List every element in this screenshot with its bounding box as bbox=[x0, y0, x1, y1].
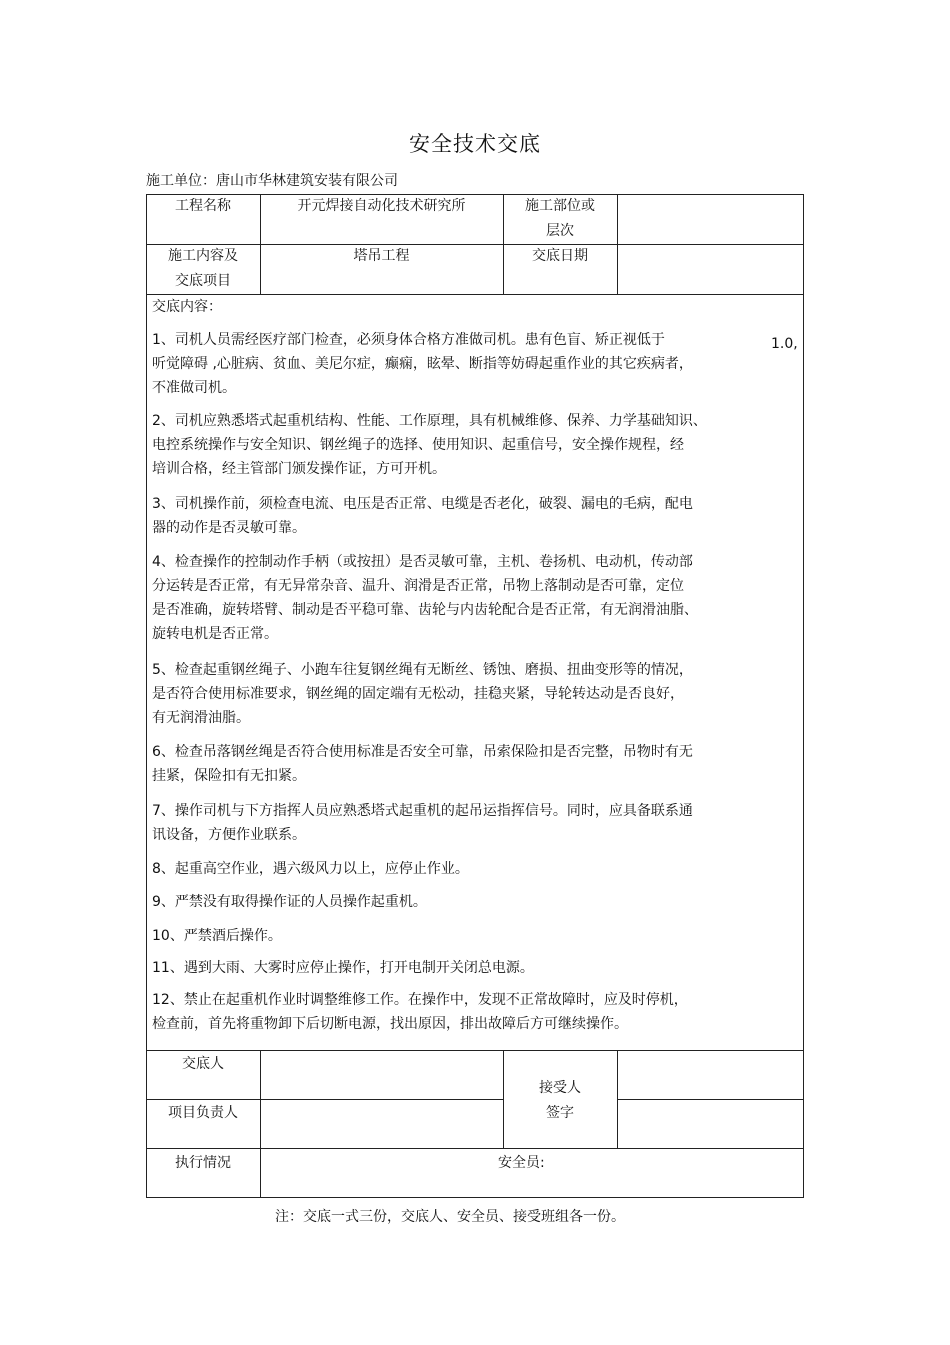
content-item bbox=[152, 799, 737, 847]
col-divider-3-bottom bbox=[617, 1050, 618, 1148]
content-line: 器的动作是否灵敏可靠。 bbox=[152, 520, 306, 536]
project-name-value: 开元焊接自动化技术研究所 bbox=[297, 198, 466, 214]
page-title: 安全技术交底 bbox=[409, 132, 541, 156]
content-line: 分运转是否正常，有无异常杂音、温升、润滑是否正常，吊物上落制动是否可靠，定位 bbox=[152, 578, 684, 594]
row-divider-5 bbox=[146, 1148, 804, 1149]
content-line: 培训合格，经主管部门颁发操作证，方可开机。 bbox=[152, 461, 446, 477]
col-divider-3-top bbox=[617, 194, 618, 294]
content-item bbox=[152, 924, 737, 948]
content-line: 1、司机人员需经医疗部门检查，必须身体合格方准做司机。患有色盲、矫正视低于 bbox=[152, 332, 665, 348]
receiver-label-line-2: 签字 bbox=[546, 1105, 574, 1121]
content-line: 11、遇到大雨、大雾时应停止操作，打开电制开关闭总电源。 bbox=[152, 960, 534, 976]
construction-unit-line: 施工单位：唐山市华林建筑安装有限公司 bbox=[146, 173, 398, 189]
row-divider-4b bbox=[617, 1099, 804, 1100]
row-divider-2 bbox=[146, 294, 804, 295]
row-divider-4a bbox=[146, 1099, 503, 1100]
content-line: 不准做司机。 bbox=[152, 380, 236, 396]
footnote: 注：交底一式三份，交底人、安全员、接受班组各一份。 bbox=[275, 1209, 625, 1225]
content-line: 6、检查吊落钢丝绳是否符合使用标准是否安全可靠，吊索保险扣是否完整，吊物时有无 bbox=[152, 744, 693, 760]
content-line: 2、司机应熟悉塔式起重机结构、性能、工作原理，具有机械维修、保养、力学基础知识、 bbox=[152, 413, 707, 429]
content-line: 电控系统操作与安全知识、钢丝绳子的选择、使用知识、起重信号，安全操作规程，经 bbox=[152, 437, 684, 453]
content-item bbox=[152, 658, 737, 730]
content-item bbox=[152, 550, 737, 646]
content-items-label-line-1: 施工内容及 bbox=[168, 248, 238, 264]
content-line: 听觉障碍 ,心脏病、贫血、美尼尔症，癫痫，眩晕、断指等妨碍起重作业的其它疾病者， bbox=[152, 356, 693, 372]
content-line: 有无润滑油脂。 bbox=[152, 710, 250, 726]
content-line: 挂紧，保险扣有无扣紧。 bbox=[152, 768, 306, 784]
content-item bbox=[152, 890, 737, 914]
disclosure-date-label: 交底日期 bbox=[532, 248, 588, 264]
discloser-label: 交底人 bbox=[182, 1056, 224, 1072]
content-line: 8、起重高空作业，遇六级风力以上，应停止作业。 bbox=[152, 861, 469, 877]
content-items-label bbox=[146, 244, 260, 294]
content-line: 讯设备，方便作业联系。 bbox=[152, 827, 306, 843]
content-line: 5、检查起重钢丝绳子、小跑车往复钢丝绳有无断丝、锈蚀、磨损、扭曲变形等的情况， bbox=[152, 662, 693, 678]
margin-note: 1.0, bbox=[771, 336, 798, 352]
content-line: 9、严禁没有取得操作证的人员操作起重机。 bbox=[152, 894, 427, 910]
content-line: 12、禁止在起重机作业时调整维修工作。在操作中，发现不正常故障时，应及时停机， bbox=[152, 992, 688, 1008]
execution-status-label: 执行情况 bbox=[175, 1155, 231, 1171]
content-line: 10、严禁酒后操作。 bbox=[152, 928, 282, 944]
content-items-value: 塔吊工程 bbox=[353, 248, 410, 264]
content-line: 7、操作司机与下方指挥人员应熟悉塔式起重机的起吊运指挥信号。同时，应具备联系通 bbox=[152, 803, 693, 819]
content-item bbox=[152, 409, 737, 481]
location-label-line-2: 层次 bbox=[546, 223, 574, 239]
content-line: 是否准确，旋转塔臂、制动是否平稳可靠、齿轮与内齿轮配合是否正常，有无润滑油脂、 bbox=[152, 602, 698, 618]
receiver-signature-label bbox=[503, 1076, 617, 1126]
content-line: 旋转电机是否正常。 bbox=[152, 626, 278, 642]
location-label bbox=[503, 194, 617, 244]
row-divider-3 bbox=[146, 1050, 804, 1051]
location-label-line-1: 施工部位或 bbox=[525, 198, 595, 214]
content-item bbox=[152, 740, 737, 788]
content-items-label-line-2: 交底项目 bbox=[175, 273, 231, 289]
content-item bbox=[152, 857, 737, 881]
content-item bbox=[152, 988, 737, 1036]
content-line: 检查前，首先将重物卸下后切断电源，找出原因，排出故障后方可继续操作。 bbox=[152, 1016, 628, 1032]
content-item bbox=[152, 328, 737, 400]
content-item bbox=[152, 492, 737, 540]
content-heading: 交底内容： bbox=[152, 299, 222, 315]
project-manager-label: 项目负责人 bbox=[168, 1105, 238, 1121]
content-item bbox=[152, 956, 737, 980]
content-line: 3、司机操作前，须检查电流、电压是否正常、电缆是否老化，破裂、漏电的毛病，配电 bbox=[152, 496, 693, 512]
safety-officer-label: 安全员: bbox=[498, 1155, 545, 1171]
col-divider-1-bottom bbox=[260, 1050, 261, 1198]
receiver-label-line-1: 接受人 bbox=[539, 1080, 581, 1096]
content-line: 4、检查操作的控制动作手柄（或按扭）是否灵敏可靠，主机、卷扬机、电动机，传动部 bbox=[152, 554, 693, 570]
content-line: 是否符合使用标准要求，钢丝绳的固定端有无松动，挂稳夹紧，导轮转达动是否良好， bbox=[152, 686, 684, 702]
project-name-label: 工程名称 bbox=[175, 198, 231, 214]
